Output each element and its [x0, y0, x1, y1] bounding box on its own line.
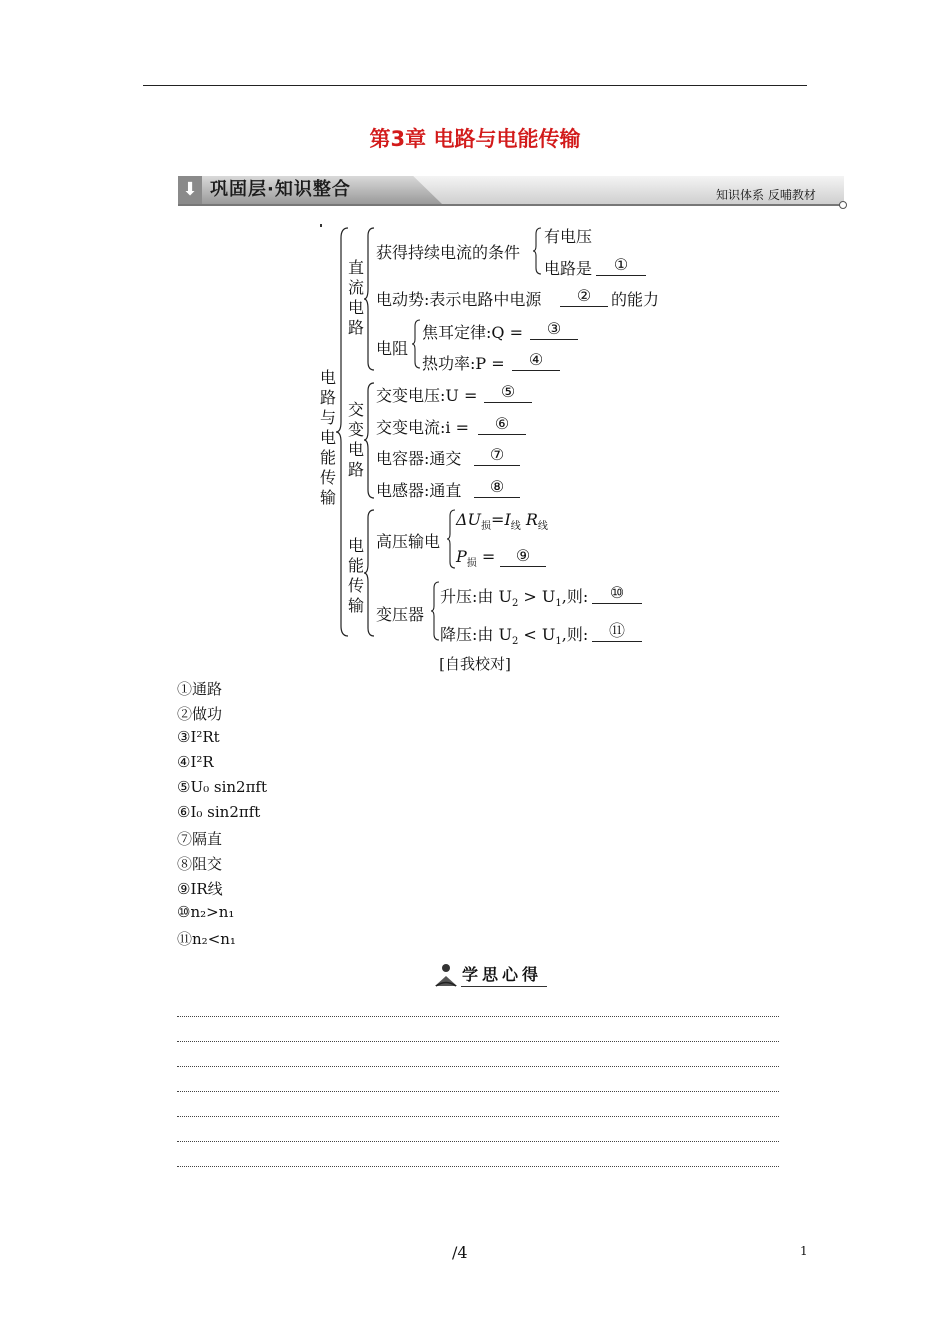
- tx-tr-label: 变压器: [376, 605, 425, 624]
- study-title-underline: [461, 986, 547, 987]
- tx-step-up: 升压:由 $U_2 > U_1$,则:: [440, 587, 589, 610]
- chapter-title: 第3章 电路与电能传输: [369, 127, 581, 151]
- blank-7: ⑦: [474, 445, 520, 466]
- dc-brace: [364, 226, 376, 372]
- answer-text: 隔直: [192, 830, 223, 848]
- answer-number: ①: [177, 680, 193, 698]
- dc-label: 直流电路: [347, 258, 364, 337]
- ac-voltage: 交变电压:U =: [376, 386, 478, 405]
- answer-number: ⑥: [177, 803, 191, 821]
- blank-2: ②: [560, 286, 608, 307]
- note-line: [177, 1091, 779, 1092]
- answer-text: I²R: [190, 753, 214, 771]
- cond-brace: [533, 226, 543, 276]
- ac-current: 交变电流:i =: [376, 418, 470, 437]
- answer-number: ⑩: [177, 903, 191, 921]
- header-rule: [143, 85, 807, 86]
- answer-item: [177, 678, 222, 699]
- root-label: 电路与电能传输: [319, 368, 336, 507]
- tx-step-down: 降压:由 $U_2 < U_1$,则:: [440, 625, 589, 648]
- blank-11: ⑪: [592, 621, 642, 642]
- note-line: [177, 1116, 779, 1117]
- answer-item: [177, 853, 222, 874]
- answer-text: I₀ sin2πft: [190, 803, 261, 821]
- banner-title: 巩固层·知识整合: [210, 179, 351, 200]
- answer-item: [177, 728, 220, 746]
- answer-text: U₀ sin2πft: [190, 778, 268, 796]
- answer-number: ⑧: [177, 855, 193, 873]
- dc-cond-label: 获得持续电流的条件: [376, 243, 521, 262]
- down-arrow-icon: ⬇: [178, 176, 202, 204]
- dc-cond-1: 有电压: [544, 227, 593, 246]
- tx-p-loss: $P_损$ =: [456, 547, 496, 570]
- answer-number: ⑤: [177, 778, 191, 796]
- note-line: [177, 1141, 779, 1142]
- blank-5: ⑤: [484, 382, 532, 403]
- blank-1: ①: [596, 255, 646, 276]
- tick-mark: [320, 224, 322, 227]
- note-line: [177, 1166, 779, 1167]
- answer-item: [177, 828, 222, 849]
- tx-delta-u: $\Delta U_损=I_线$ $R_线$: [456, 510, 548, 533]
- tx-hv-label: 高压输电: [376, 532, 441, 551]
- answer-text: I²Rt: [190, 728, 220, 746]
- answer-number: ⑪: [177, 930, 193, 948]
- answer-text: 阻交: [192, 855, 223, 873]
- blank-8: ⑧: [474, 477, 520, 498]
- answer-text: n₂>n₁: [190, 903, 235, 921]
- answer-item: [177, 703, 222, 724]
- answer-item: [177, 878, 223, 899]
- blank-3: ③: [530, 319, 578, 340]
- note-line: [177, 1041, 779, 1042]
- reader-icon: [433, 962, 459, 988]
- dc-res-label: 电阻: [376, 339, 409, 358]
- answer-item: [177, 803, 260, 821]
- answer-text: 通路: [192, 680, 223, 698]
- dc-cond-2: 电路是: [544, 259, 593, 278]
- answer-number: ⑨: [177, 880, 191, 898]
- answer-text: n₂<n₁: [192, 930, 236, 948]
- answer-text: IR线: [190, 880, 223, 898]
- answer-number: ③: [177, 728, 191, 746]
- self-check-heading: [自我校对]: [439, 655, 511, 673]
- blank-6: ⑥: [478, 414, 526, 435]
- page-number: 1: [800, 1244, 808, 1258]
- footer-fraction: /4: [452, 1243, 468, 1262]
- ac-capacitor: 电容器:通交: [376, 449, 462, 468]
- ac-brace: [364, 381, 376, 500]
- dc-heat: 热功率:P =: [422, 354, 505, 373]
- res-brace: [412, 318, 422, 370]
- answer-number: ④: [177, 753, 191, 771]
- banner-subtitle: 知识体系 反哺教材: [716, 188, 816, 202]
- answer-number: ②: [177, 705, 193, 723]
- tx-label: 电能传输: [347, 536, 364, 615]
- blank-10: ⑩: [592, 583, 642, 604]
- note-line: [177, 1066, 779, 1067]
- answer-item: [177, 928, 236, 949]
- dc-emf-suffix: 的能力: [611, 290, 660, 309]
- banner-dot-icon: [839, 201, 847, 209]
- study-notes-title: 学思心得: [462, 965, 543, 984]
- ac-inductor: 电感器:通直: [376, 481, 462, 500]
- answer-number: ⑦: [177, 830, 193, 848]
- note-line: [177, 1016, 779, 1017]
- tx-brace: [364, 508, 376, 638]
- blank-9: ⑨: [500, 546, 546, 567]
- answer-item: [177, 903, 234, 921]
- answer-item: [177, 753, 214, 771]
- blank-4: ④: [512, 350, 560, 371]
- ac-label: 交变电路: [347, 400, 364, 479]
- answer-item: [177, 778, 267, 796]
- dc-emf-label: 电动势:表示电路中电源: [376, 290, 542, 309]
- answer-text: 做功: [192, 705, 223, 723]
- dc-joule: 焦耳定律:Q =: [422, 323, 524, 342]
